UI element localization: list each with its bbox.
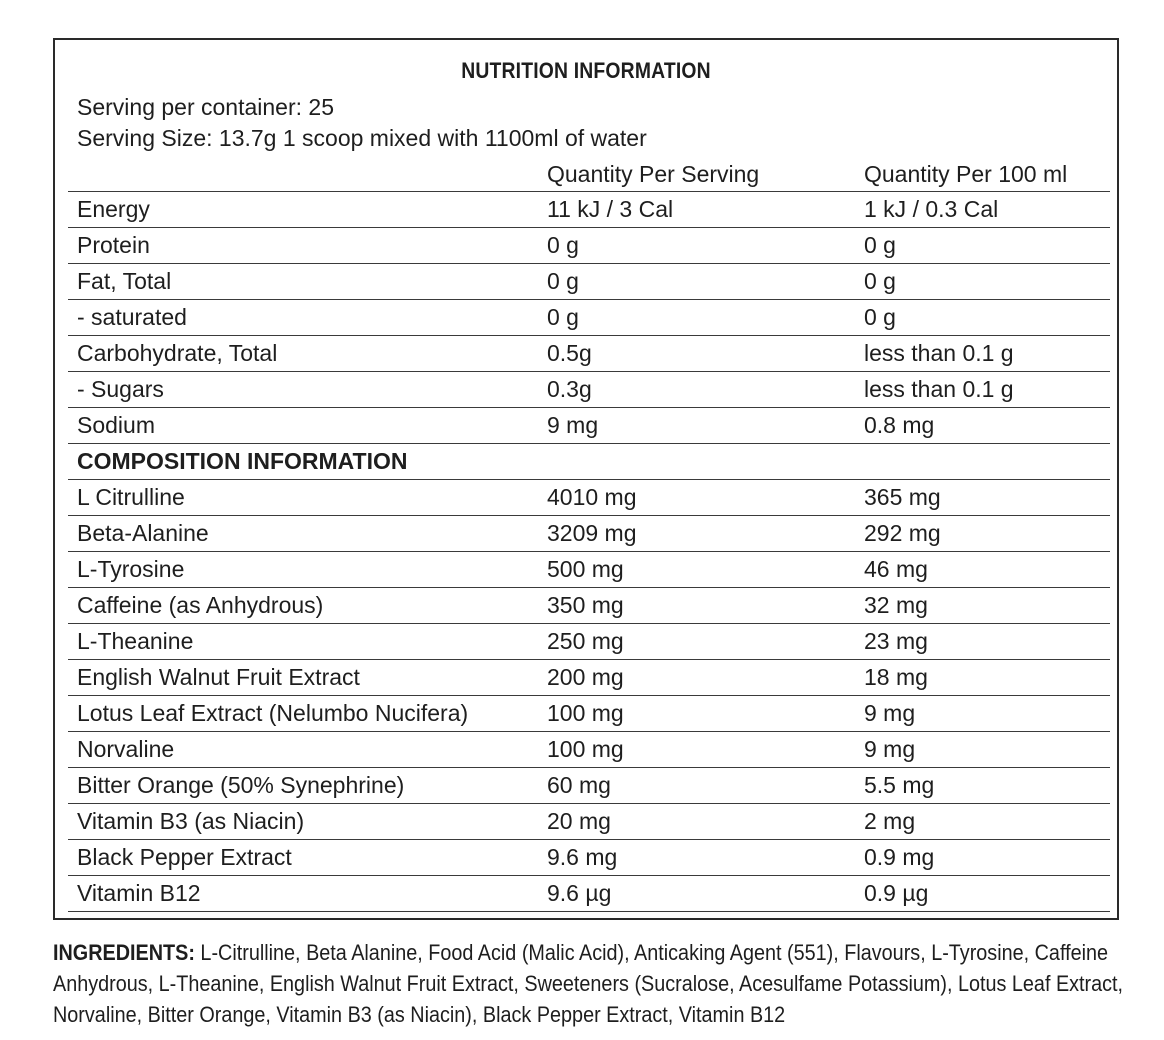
- nutrient-name: Sodium: [77, 412, 155, 438]
- nutrient-name: Vitamin B3 (as Niacin): [77, 808, 305, 834]
- per-serving-value: 9.6 mg: [547, 844, 618, 870]
- per-serving-value: 9 mg: [547, 412, 599, 438]
- table-row: [68, 300, 1110, 336]
- composition-heading-row: [68, 444, 1110, 480]
- table-row: [68, 804, 1110, 840]
- table-row: [68, 336, 1110, 372]
- nutrient-name: Vitamin B12: [77, 880, 201, 906]
- nutrient-name: - Sugars: [77, 376, 164, 402]
- per-100ml-value: less than 0.1 g: [864, 340, 1014, 366]
- per-serving-value: 3209 mg: [547, 520, 637, 546]
- table-row: [68, 696, 1110, 732]
- column-header-per-100ml: Quantity Per 100 ml: [864, 161, 1068, 187]
- nutrient-name: Protein: [77, 232, 150, 258]
- per-100ml-value: 18 mg: [864, 664, 928, 690]
- column-header-per-serving: Quantity Per Serving: [547, 161, 760, 187]
- table-row: [68, 516, 1110, 552]
- nutrient-name: - saturated: [77, 304, 187, 330]
- nutrient-name: Carbohydrate, Total: [77, 340, 278, 366]
- per-serving-value: 250 mg: [547, 628, 624, 654]
- per-100ml-value: 292 mg: [864, 520, 941, 546]
- nutrient-name: Norvaline: [77, 736, 175, 762]
- per-serving-value: 4010 mg: [547, 484, 637, 510]
- ingredients-label: INGREDIENTS:: [53, 940, 195, 965]
- per-100ml-value: 5.5 mg: [864, 772, 935, 798]
- per-serving-value: 0 g: [547, 268, 579, 294]
- per-serving-value: 350 mg: [547, 592, 624, 618]
- table-row: [68, 372, 1110, 408]
- per-100ml-value: 0 g: [864, 232, 896, 258]
- table-row: [68, 768, 1110, 804]
- per-100ml-value: 23 mg: [864, 628, 928, 654]
- table-row: [68, 588, 1110, 624]
- table-row: [68, 408, 1110, 444]
- nutrient-name: L-Tyrosine: [77, 556, 185, 582]
- nutrient-name: L-Theanine: [77, 628, 194, 654]
- table-row: [68, 228, 1110, 264]
- per-100ml-value: 0.8 mg: [864, 412, 935, 438]
- nutrient-name: Energy: [77, 196, 150, 222]
- per-100ml-value: 2 mg: [864, 808, 916, 834]
- nutrient-name: L Citrulline: [77, 484, 185, 510]
- table-row: [68, 840, 1110, 876]
- per-serving-value: 9.6 µg: [547, 880, 612, 906]
- per-serving-value: 0 g: [547, 304, 579, 330]
- ingredients-statement: [53, 937, 1142, 1030]
- panel-title: NUTRITION INFORMATION: [461, 58, 711, 83]
- table-row: [68, 552, 1110, 588]
- table-row: [68, 660, 1110, 696]
- per-serving-value: 0.3g: [547, 376, 592, 402]
- per-serving-value: 100 mg: [547, 700, 624, 726]
- table-row: [68, 732, 1110, 768]
- per-serving-value: 500 mg: [547, 556, 624, 582]
- nutrient-name: Bitter Orange (50% Synephrine): [77, 772, 405, 798]
- table-row: [68, 264, 1110, 300]
- nutrient-name: English Walnut Fruit Extract: [77, 664, 360, 690]
- serving-size: Serving Size: 13.7g 1 scoop mixed with 1100ml of water: [77, 125, 647, 151]
- per-serving-value: 0.5g: [547, 340, 592, 366]
- per-100ml-value: 365 mg: [864, 484, 941, 510]
- per-100ml-value: 9 mg: [864, 700, 916, 726]
- per-100ml-value: 0.9 µg: [864, 880, 929, 906]
- per-100ml-value: 0 g: [864, 304, 896, 330]
- per-100ml-value: 46 mg: [864, 556, 928, 582]
- per-100ml-value: less than 0.1 g: [864, 376, 1014, 402]
- nutrition-panel: [53, 38, 1119, 920]
- table-row: [68, 876, 1110, 912]
- per-serving-value: 200 mg: [547, 664, 624, 690]
- table-row: [68, 480, 1110, 516]
- per-serving-value: 0 g: [547, 232, 579, 258]
- per-100ml-value: 0 g: [864, 268, 896, 294]
- table-row: [68, 192, 1110, 228]
- table-row: [68, 624, 1110, 660]
- column-header-row: [68, 157, 1110, 192]
- composition-heading: COMPOSITION INFORMATION: [77, 448, 408, 474]
- per-serving-value: 20 mg: [547, 808, 611, 834]
- per-100ml-value: 32 mg: [864, 592, 928, 618]
- nutrient-name: Lotus Leaf Extract (Nelumbo Nucifera): [77, 700, 469, 726]
- per-100ml-value: 1 kJ / 0.3 Cal: [864, 196, 999, 222]
- nutrient-name: Caffeine (as Anhydrous): [77, 592, 324, 618]
- nutrient-name: Black Pepper Extract: [77, 844, 292, 870]
- nutrient-name: Beta-Alanine: [77, 520, 209, 546]
- per-100ml-value: 9 mg: [864, 736, 916, 762]
- servings-per-container: Serving per container: 25: [77, 94, 334, 120]
- per-100ml-value: 0.9 mg: [864, 844, 935, 870]
- per-serving-value: 100 mg: [547, 736, 624, 762]
- per-serving-value: 60 mg: [547, 772, 611, 798]
- per-serving-value: 11 kJ / 3 Cal: [547, 196, 674, 222]
- nutrient-name: Fat, Total: [77, 268, 172, 294]
- ingredients-text: L-Citrulline, Beta Alanine, Food Acid (Malic Acid), Anticaking Agent (551), Flavours, L-Tyrosine, Caffeine Anhydrous, L-Theanine, English Walnut Fruit Extract, Sweeteners (Sucralose, Acesulfame Potassium), Lotus Leaf Extract, Norvaline, Bitter Orange, Vitamin B3 (as Niacin), Black Pepper Extract, Vitamin B12: [53, 940, 1124, 1027]
